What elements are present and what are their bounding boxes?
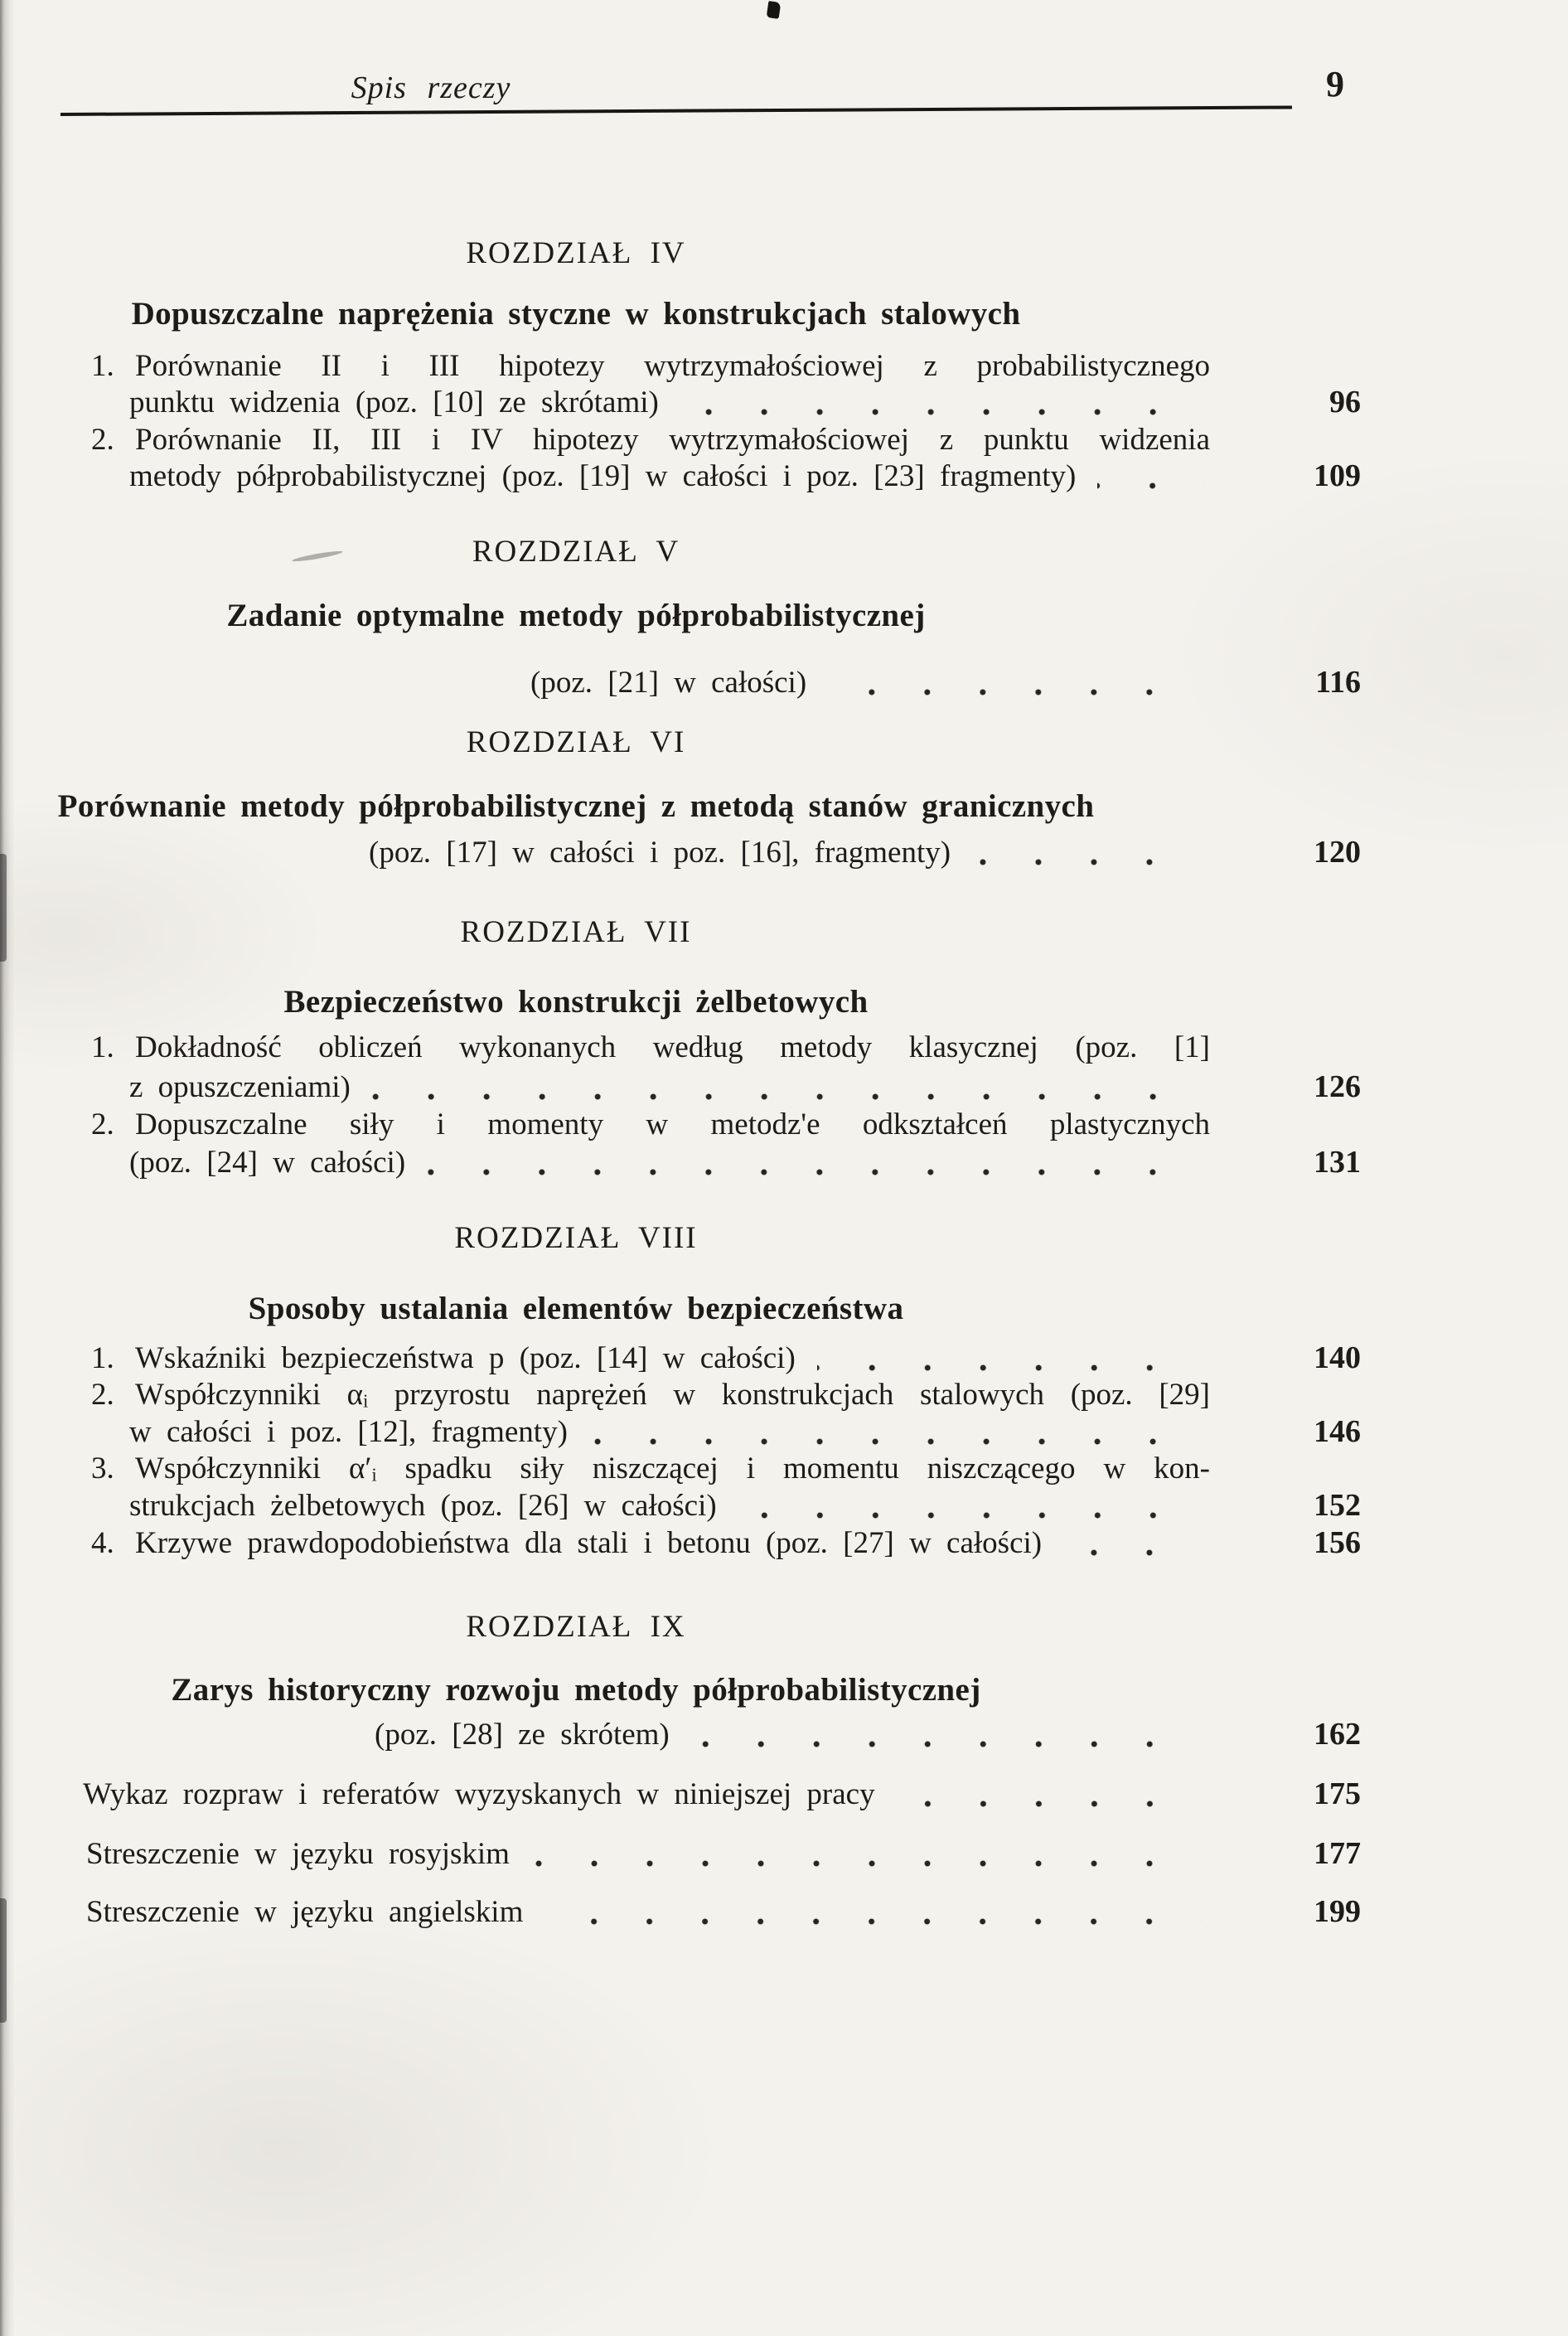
toc-item-text: Krzywe prawdopodobieństwa dla stali i betonu (poz. [27] w całości) <box>135 1526 1043 1560</box>
toc-item-text: w całości i poz. [12], fragmenty) <box>129 1415 568 1449</box>
toc-item-line <box>135 1524 1210 1563</box>
chapter-title: Zadanie optymalne metody półprobabilistycznej <box>226 598 926 633</box>
toc-page-number: 116 <box>1315 665 1361 700</box>
toc-page-number: 175 <box>1314 1776 1361 1811</box>
item-number: 1. <box>91 1341 114 1375</box>
header-rule <box>60 105 1292 116</box>
toc-item-line <box>129 1144 1213 1182</box>
toc-item-text: (poz. [28] ze skrótem) <box>375 1718 670 1752</box>
chapter-label: ROZDZIAŁ VII <box>460 915 692 949</box>
leader-dots <box>589 1438 1205 1445</box>
leader-dots <box>972 859 1202 865</box>
toc-item-text: Streszczenie w języku rosyjskim <box>86 1837 510 1871</box>
toc-item-line: Porównanie II i III hipotezy wytrzymałościowej z probabilistycznego <box>135 349 1210 383</box>
toc-page-number: 126 <box>1314 1069 1361 1104</box>
toc-item-line <box>86 1835 1210 1873</box>
toc-page-number: 156 <box>1314 1525 1361 1560</box>
toc-item-line <box>530 664 1210 702</box>
toc-item-text: Wskaźniki bezpieczeństwa p (poz. [14] w całości) <box>135 1341 796 1375</box>
toc-item-text: Wykaz rozpraw i referatów wyzyskanych w niniejszej pracy <box>83 1777 875 1811</box>
chapter-title: Porównanie metody półprobabilistycznej z metodą stanów granicznych <box>57 788 1095 824</box>
toc-item-line: Dopuszczalne siły i momenty w metodz'e odkształceń plastycznych <box>135 1107 1210 1141</box>
leader-dots <box>1097 482 1205 489</box>
scan-edge-shadow <box>0 1898 7 2023</box>
running-head-title: Spis rzeczy <box>351 70 511 105</box>
item-number: 1. <box>91 349 114 383</box>
leader-dots <box>828 689 1202 695</box>
chapter-label: ROZDZIAŁ VI <box>466 725 686 759</box>
chapter-title: Dopuszczalne naprężenia styczne w konstrukcjach stalowych <box>131 296 1021 332</box>
toc-page-number: 131 <box>1314 1145 1361 1180</box>
toc-item-text: (poz. [21] w całości) <box>530 666 807 700</box>
ink-blot <box>767 1 782 19</box>
toc-page-number: 109 <box>1314 458 1361 493</box>
toc-item-line <box>129 1487 1213 1525</box>
toc-item-line <box>369 834 1210 872</box>
toc-page-number: 146 <box>1314 1414 1361 1449</box>
toc-item-text: Streszczenie w języku angielskim <box>86 1895 524 1929</box>
leader-dots <box>372 1093 1205 1100</box>
toc-page-number: 199 <box>1314 1894 1361 1929</box>
item-number: 2. <box>91 1107 114 1141</box>
leader-dots <box>544 1918 1202 1925</box>
leader-dots <box>1063 1549 1202 1556</box>
chapter-label: ROZDZIAŁ IV <box>466 236 686 270</box>
toc-item-text: (poz. [24] w całości) <box>129 1146 406 1180</box>
chapter-label: ROZDZIAŁ V <box>472 535 680 569</box>
leader-dots <box>680 409 1205 415</box>
toc-page-number: 152 <box>1314 1488 1361 1523</box>
toc-item-line <box>135 1340 1210 1378</box>
leader-dots <box>897 1800 1202 1807</box>
toc-item-line <box>83 1776 1210 1814</box>
item-number: 4. <box>91 1526 114 1560</box>
toc-page-number: 140 <box>1314 1340 1361 1375</box>
item-number: 2. <box>91 1378 114 1412</box>
toc-item-line <box>129 458 1213 496</box>
chapter-label: ROZDZIAŁ VIII <box>454 1221 698 1255</box>
toc-item-line <box>129 1069 1213 1107</box>
leader-dots <box>691 1741 1202 1747</box>
toc-item-text: (poz. [17] w całości i poz. [16], fragmenty) <box>369 836 951 870</box>
toc-item-line: Współczynniki α′ᵢ spadku siły niszczącej i momentu niszczącego w kon- <box>135 1452 1210 1485</box>
item-number: 1. <box>91 1030 114 1064</box>
toc-item-text: punktu widzenia (poz. [10] ze skrótami) <box>129 385 659 419</box>
chapter-title: Sposoby ustalania elementów bezpieczeństwa <box>248 1291 904 1326</box>
toc-page-number: 96 <box>1329 385 1361 419</box>
toc-item-line: Współczynniki αᵢ przyrostu naprężeń w konstrukcjach stalowych (poz. [29] <box>135 1378 1210 1412</box>
toc-item-line <box>129 384 1213 422</box>
chapter-label: ROZDZIAŁ IX <box>466 1610 686 1644</box>
toc-page-number: 177 <box>1314 1836 1361 1871</box>
chapter-title: Zarys historyczny rozwoju metody półprobabilistycznej <box>171 1672 981 1708</box>
chapter-title: Bezpieczeństwo konstrukcji żelbetowych <box>283 984 869 1020</box>
page-number-header: 9 <box>1326 64 1344 104</box>
toc-page-number: 162 <box>1314 1717 1361 1752</box>
toc-item-line: Porównanie II, III i IV hipotezy wytrzymałościowej z punktu widzenia <box>135 423 1210 457</box>
toc-item-line: Dokładność obliczeń wykonanych według metody klasycznej (poz. [1] <box>135 1030 1210 1064</box>
leader-dots <box>427 1169 1205 1175</box>
item-number: 3. <box>91 1452 114 1485</box>
toc-item-text: strukcjach żelbetowych (poz. [26] w całości) <box>129 1489 717 1523</box>
leader-dots <box>817 1364 1202 1371</box>
toc-item-text: z opuszczeniami) <box>129 1070 351 1104</box>
toc-item-line <box>86 1893 1210 1931</box>
leader-dots <box>531 1860 1202 1867</box>
toc-item-line <box>375 1716 1210 1754</box>
toc-item-text: metody półprobabilistycznej (poz. [19] w całości i poz. [23] fragmenty) <box>129 459 1077 493</box>
leader-dots <box>738 1512 1205 1519</box>
toc-item-line <box>129 1413 1213 1452</box>
item-number: 2. <box>91 423 114 457</box>
toc-page-number: 120 <box>1314 835 1361 870</box>
